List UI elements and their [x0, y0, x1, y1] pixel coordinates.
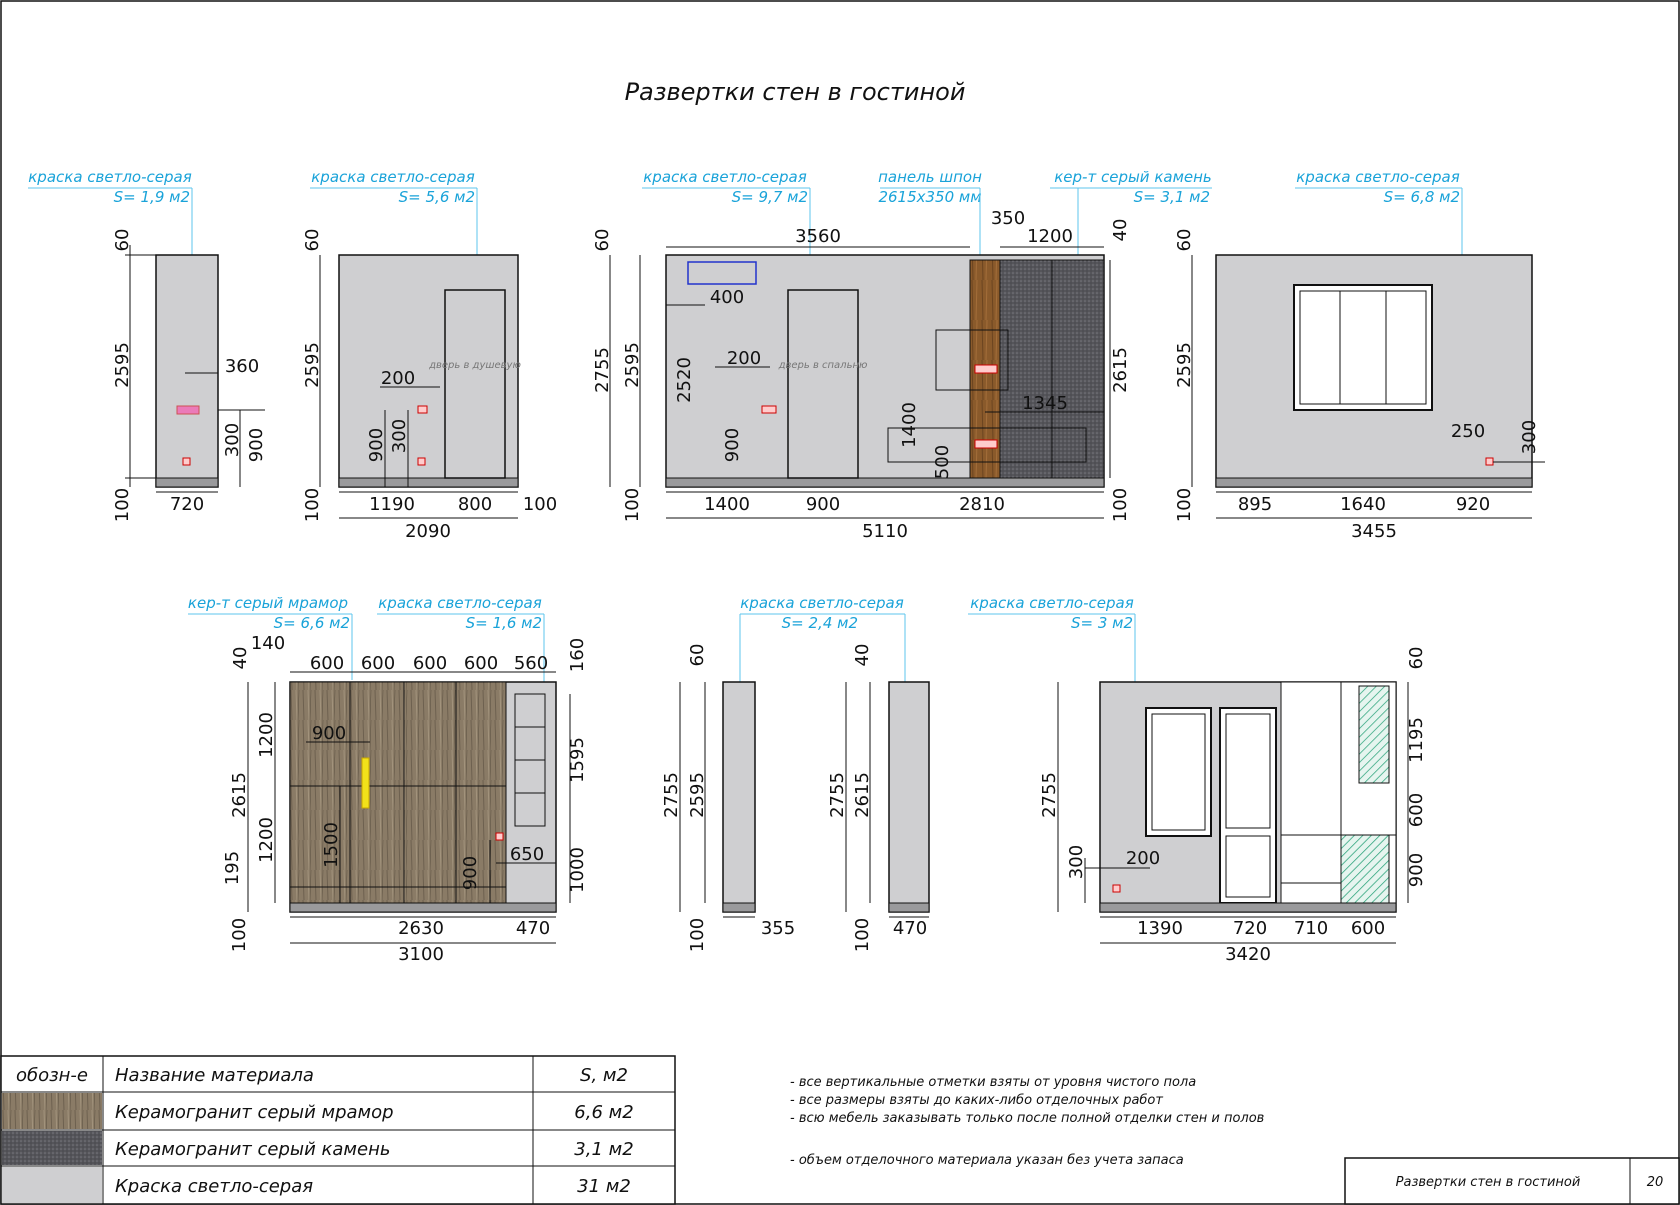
w3-dim-1400b: 1400	[704, 494, 750, 515]
w8-dim-300: 300	[1066, 844, 1087, 880]
w8-dim-710: 710	[1293, 918, 1329, 939]
w3-dim-500: 500	[932, 444, 953, 480]
title-block	[1345, 1158, 1679, 1204]
w1-dim-60: 60	[112, 228, 133, 252]
w5-dim-100: 100	[229, 917, 250, 953]
w5-dim-900: 900	[311, 723, 347, 744]
wall-elevation-7	[827, 644, 929, 953]
stone-area-label: S= 3,1 м2	[1133, 188, 1210, 206]
legend-row3-area: 31 м2	[577, 1176, 631, 1197]
w3-dim-400: 400	[709, 287, 745, 308]
wall-elevation-3	[592, 168, 1212, 542]
page-title: Развертки стен в гостиной	[624, 78, 966, 106]
w7-dim-470: 470	[892, 918, 928, 939]
legend-row3-name: Краска светло-серая	[115, 1176, 314, 1197]
wall5-area-label: S= 6,6 м2	[273, 614, 350, 632]
w5-dim-1000: 1000	[567, 847, 588, 893]
w7-dim-100: 100	[852, 917, 873, 953]
w2-dim-100: 100	[302, 487, 323, 523]
w1-dim-100: 100	[112, 487, 133, 523]
w4-dim-1640: 1640	[1340, 494, 1386, 515]
wall4-material-label: краска светло-серая	[1296, 168, 1460, 186]
w5-dim-900b: 900	[460, 855, 481, 891]
w3-dim-2755: 2755	[592, 347, 613, 393]
w3-dim-2595: 2595	[622, 342, 643, 388]
w2-dim-900: 900	[366, 427, 387, 463]
w3-dim-2615: 2615	[1110, 347, 1131, 393]
wall8-area-label: S= 3 м2	[1070, 614, 1133, 632]
w5-dim-1200a: 1200	[256, 712, 277, 758]
w3-dim-3560: 3560	[795, 226, 841, 247]
wall2-material-label: краска светло-серая	[311, 168, 475, 186]
paint-swatch	[2, 1167, 102, 1203]
w1-dim-2595: 2595	[112, 342, 133, 388]
w5-dim-1200b: 1200	[256, 817, 277, 863]
w6-dim-355: 355	[760, 918, 796, 939]
w3-dim-200: 200	[726, 348, 762, 369]
w3-dim-900b: 900	[805, 494, 841, 515]
bedroom-door-label: дверь в спальню	[778, 360, 868, 371]
wall-elevation-2	[302, 168, 557, 542]
wall1-surface	[156, 255, 218, 487]
w8-dim-60: 60	[1406, 646, 1427, 670]
wall6-material-label: краска светло-серая	[740, 594, 904, 612]
w6-dim-100: 100	[687, 917, 708, 953]
materials-legend-table	[1, 1056, 675, 1204]
w3-dim-60: 60	[592, 228, 613, 252]
legend-row2-area: 3,1 м2	[574, 1139, 634, 1160]
w3-dim-2810: 2810	[959, 494, 1005, 515]
wall8-material-label: краска светло-серая	[970, 594, 1134, 612]
w8-dim-900: 900	[1406, 852, 1427, 888]
w8-dim-3420: 3420	[1225, 944, 1271, 965]
wall5b-material-label: краска светло-серая	[378, 594, 542, 612]
w3-dim-2520: 2520	[674, 357, 695, 403]
w8-dim-200: 200	[1125, 848, 1161, 869]
page-number: 20	[1646, 1175, 1664, 1190]
wall-elevation-4	[1174, 168, 1545, 542]
w7-dim-40: 40	[852, 643, 873, 667]
w6-dim-2595: 2595	[687, 772, 708, 818]
w4-dim-300: 300	[1519, 419, 1540, 455]
w5-dim-1500: 1500	[321, 822, 342, 868]
w4-dim-60: 60	[1174, 228, 1195, 252]
w2-dim-1190: 1190	[369, 494, 415, 515]
w1-dim-300: 300	[222, 422, 243, 458]
w3-dim-40: 40	[1110, 218, 1131, 242]
w8-dim-720: 720	[1232, 918, 1268, 939]
w1-dim-900: 900	[246, 427, 267, 463]
w2-dim-100b: 100	[522, 494, 558, 515]
w3-dim-100b: 100	[1110, 487, 1131, 523]
w5-dim-140: 140	[250, 633, 286, 654]
w5-dim-600a: 600	[309, 653, 345, 674]
wall3-area-label: S= 9,7 м2	[731, 188, 808, 206]
note-4: - объем отделочного материала указан без учета запаса	[790, 1153, 1184, 1168]
legend-header-code: обозн-е	[15, 1065, 89, 1086]
w5-dim-3100: 3100	[398, 944, 444, 965]
w4-dim-2595: 2595	[1174, 342, 1195, 388]
stamp-title: Развертки стен в гостиной	[1395, 1175, 1581, 1190]
w5-dim-1595: 1595	[567, 737, 588, 783]
w2-dim-300: 300	[389, 418, 410, 454]
w8-dim-1195: 1195	[1406, 717, 1427, 763]
w5-dim-160: 160	[567, 637, 588, 673]
wall-elevation-1	[28, 168, 267, 522]
veneer-label: панель шпон	[878, 168, 982, 186]
legend-header-area: S, м2	[580, 1065, 628, 1086]
w5-dim-2615: 2615	[229, 772, 250, 818]
w5-dim-600d: 600	[463, 653, 499, 674]
wall-elevation-8	[968, 594, 1427, 965]
w3-dim-100: 100	[622, 487, 643, 523]
legend-row1-area: 6,6 м2	[574, 1102, 634, 1123]
w3-dim-5110: 5110	[862, 521, 908, 542]
veneer-size-label: 2615х350 мм	[878, 188, 982, 206]
w3-dim-1345: 1345	[1022, 393, 1068, 414]
w2-dim-800: 800	[457, 494, 493, 515]
w2-dim-2595: 2595	[302, 342, 323, 388]
w4-dim-920: 920	[1455, 494, 1491, 515]
w4-dim-250: 250	[1450, 421, 1486, 442]
wall5b-area-label: S= 1,6 м2	[465, 614, 542, 632]
w3-dim-1200: 1200	[1027, 226, 1073, 247]
w2-dim-60: 60	[302, 228, 323, 252]
w3-dim-1400: 1400	[899, 402, 920, 448]
shower-door-label: дверь в душевую	[429, 360, 521, 371]
w8-dim-600v: 600	[1406, 792, 1427, 828]
wall3-material-label: краска светло-серая	[643, 168, 807, 186]
w5-dim-600c: 600	[412, 653, 448, 674]
w4-dim-100: 100	[1174, 487, 1195, 523]
w2-dim-2090: 2090	[405, 521, 451, 542]
w2-dim-200: 200	[380, 368, 416, 389]
w5-dim-600b: 600	[360, 653, 396, 674]
w7-dim-2615: 2615	[852, 772, 873, 818]
w4-dim-3455: 3455	[1351, 521, 1397, 542]
wall7-surface	[889, 682, 929, 912]
note-3: - всю мебель заказывать только после полной отделки стен и полов	[790, 1111, 1265, 1126]
w5-dim-40: 40	[230, 646, 251, 670]
wall1-area-label: S= 1,9 м2	[113, 188, 190, 206]
wall-elevation-5	[188, 594, 588, 965]
w5-dim-560: 560	[513, 653, 549, 674]
w6-dim-60: 60	[687, 643, 708, 667]
shower-door	[445, 290, 505, 478]
legend-row2-name: Керамогранит серый камень	[115, 1139, 391, 1160]
legend-header-name: Название материала	[115, 1065, 314, 1086]
wall1-material-label: краска светло-серая	[28, 168, 192, 186]
note-2: - все размеры взяты до каких-либо отделочных работ	[790, 1093, 1163, 1108]
w3-dim-350: 350	[990, 208, 1026, 229]
w5-dim-2630: 2630	[398, 918, 444, 939]
wall4-area-label: S= 6,8 м2	[1383, 188, 1460, 206]
w1-dim-720: 720	[169, 494, 205, 515]
bedroom-door	[788, 290, 858, 478]
wall2-area-label: S= 5,6 м2	[398, 188, 475, 206]
stone-swatch	[2, 1131, 102, 1165]
w7-dim-2755: 2755	[827, 772, 848, 818]
w6-dim-2755: 2755	[661, 772, 682, 818]
marble-swatch	[2, 1093, 102, 1129]
w5-dim-650: 650	[509, 844, 545, 865]
w1-dim-360: 360	[224, 356, 260, 377]
w5-dim-195: 195	[222, 850, 243, 886]
wall6-surface	[723, 682, 755, 912]
legend-row1-name: Керамогранит серый мрамор	[115, 1102, 394, 1123]
wall6-area-label: S= 2,4 м2	[781, 614, 858, 632]
w8-dim-2755: 2755	[1039, 772, 1060, 818]
w5-dim-470: 470	[515, 918, 551, 939]
w8-dim-600: 600	[1350, 918, 1386, 939]
note-1: - все вертикальные отметки взяты от уровня чистого пола	[790, 1075, 1197, 1090]
general-notes	[790, 1075, 1264, 1168]
w4-dim-895: 895	[1237, 494, 1273, 515]
stone-label: кер-т серый камень	[1054, 168, 1212, 186]
w3-dim-900: 900	[722, 427, 743, 463]
w8-dim-1390: 1390	[1137, 918, 1183, 939]
wall5-material-label: кер-т серый мрамор	[187, 594, 349, 612]
